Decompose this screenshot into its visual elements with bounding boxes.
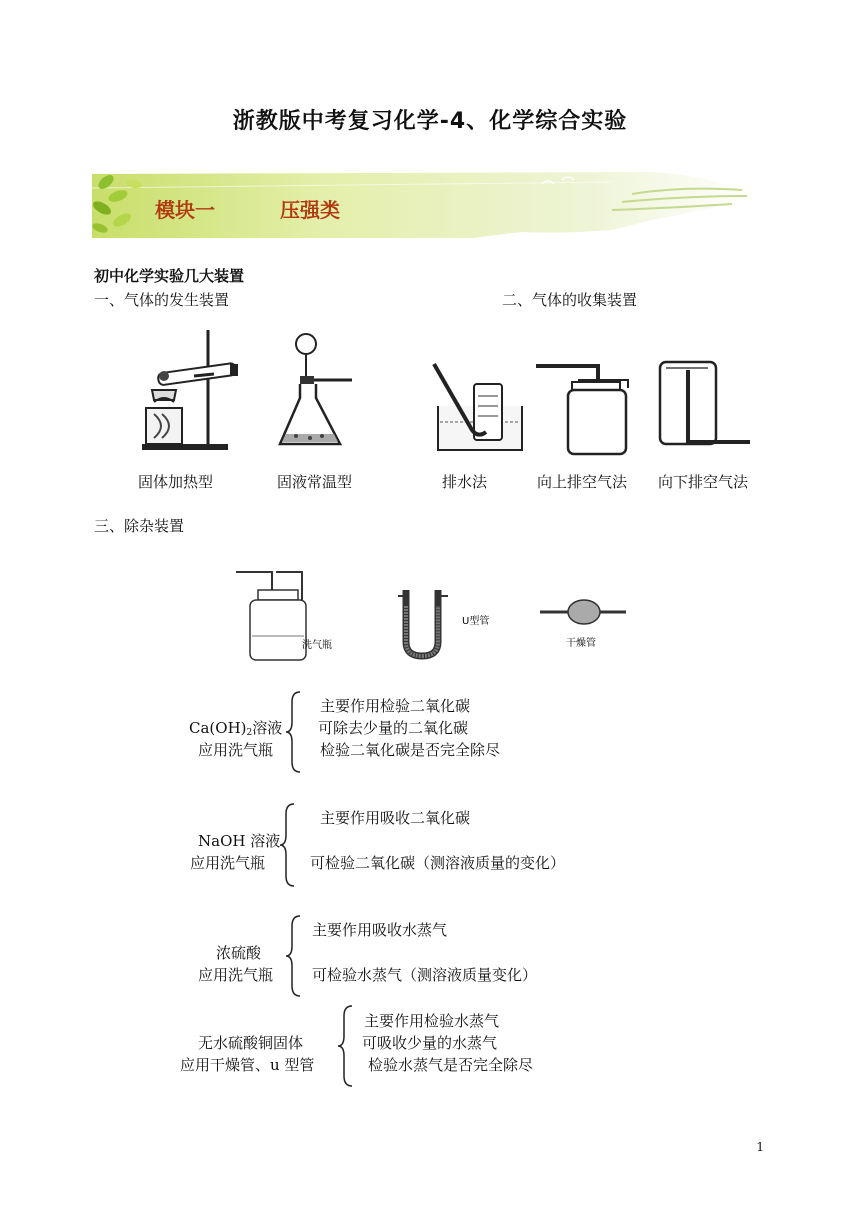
brace-icon: [336, 1004, 356, 1088]
reagent-caoh2-item: 主要作用检验二氧化碳: [320, 697, 471, 715]
reagent-caoh2-item: 检验二氧化碳是否完全除尽: [320, 741, 501, 759]
module-label: 模块一: [155, 198, 215, 222]
purification-heading: 三、除杂装置: [94, 517, 185, 535]
reagent-caoh2-device: 应用洗气瓶: [198, 741, 274, 759]
upward-air-apparatus: [532, 358, 632, 458]
reagent-sulfuric-item: 可检验水蒸气（测溶液质量变化）: [312, 966, 538, 984]
gas-generation-heading: 一、气体的发生装置: [94, 291, 230, 309]
caption-water-displacement: 排水法: [442, 473, 488, 491]
reagent-caoh2-name: $Ca(OH)_2$溶液: [189, 719, 283, 738]
reagent-cuso4-name: 无水硫酸铜固体: [198, 1034, 304, 1052]
reagent-cuso4-device: 应用干燥管、u 型管: [180, 1056, 315, 1074]
module-topic: 压强类: [280, 198, 340, 222]
drying-tube-illustration: [538, 598, 630, 652]
reagent-sulfuric-device: 应用洗气瓶: [198, 966, 274, 984]
solid-heating-apparatus: [138, 328, 248, 452]
caption-solid-liquid: 固液常温型: [277, 473, 353, 491]
water-displacement-apparatus: [432, 356, 528, 456]
reagent-caoh2-item: 可除去少量的二氧化碳: [318, 719, 469, 737]
u-tube-label: U型管: [462, 616, 490, 627]
reagent-cuso4-item: 可吸收少量的水蒸气: [362, 1034, 498, 1052]
reagent-cuso4-item: 检验水蒸气是否完全除尽: [368, 1056, 534, 1074]
wash-bottle-illustration: [232, 566, 344, 664]
caption-solid-heating: 固体加热型: [138, 473, 214, 491]
drying-tube-label: 干燥管: [566, 638, 596, 649]
brace-icon: [284, 914, 304, 998]
gas-collection-heading: 二、气体的收集装置: [502, 291, 638, 309]
u-tube-illustration: [396, 586, 506, 660]
reagent-naoh-item: 可检验二氧化碳（测溶液质量的变化）: [310, 854, 566, 872]
reagent-sulfuric-item: 主要作用吸收水蒸气: [312, 921, 448, 939]
brace-icon: [284, 690, 304, 774]
caption-upward-air: 向上排空气法: [537, 473, 628, 491]
reagent-naoh-item: 主要作用吸收二氧化碳: [320, 809, 471, 827]
page-number: 1: [756, 1140, 764, 1154]
document-title: 浙教版中考复习化学-4、化学综合实验: [232, 109, 628, 134]
downward-air-apparatus: [654, 358, 754, 458]
solid-liquid-apparatus: [276, 330, 366, 454]
section-heading: 初中化学实验几大装置: [94, 267, 245, 285]
reagent-naoh-device: 应用洗气瓶: [190, 854, 266, 872]
caption-downward-air: 向下排空气法: [658, 473, 749, 491]
wash-bottle-label: 洗气瓶: [302, 640, 332, 651]
brace-icon: [278, 802, 298, 888]
reagent-sulfuric-name: 浓硫酸: [216, 944, 262, 962]
reagent-cuso4-item: 主要作用检验水蒸气: [364, 1012, 500, 1030]
reagent-naoh-name: NaOH 溶液: [198, 832, 281, 850]
